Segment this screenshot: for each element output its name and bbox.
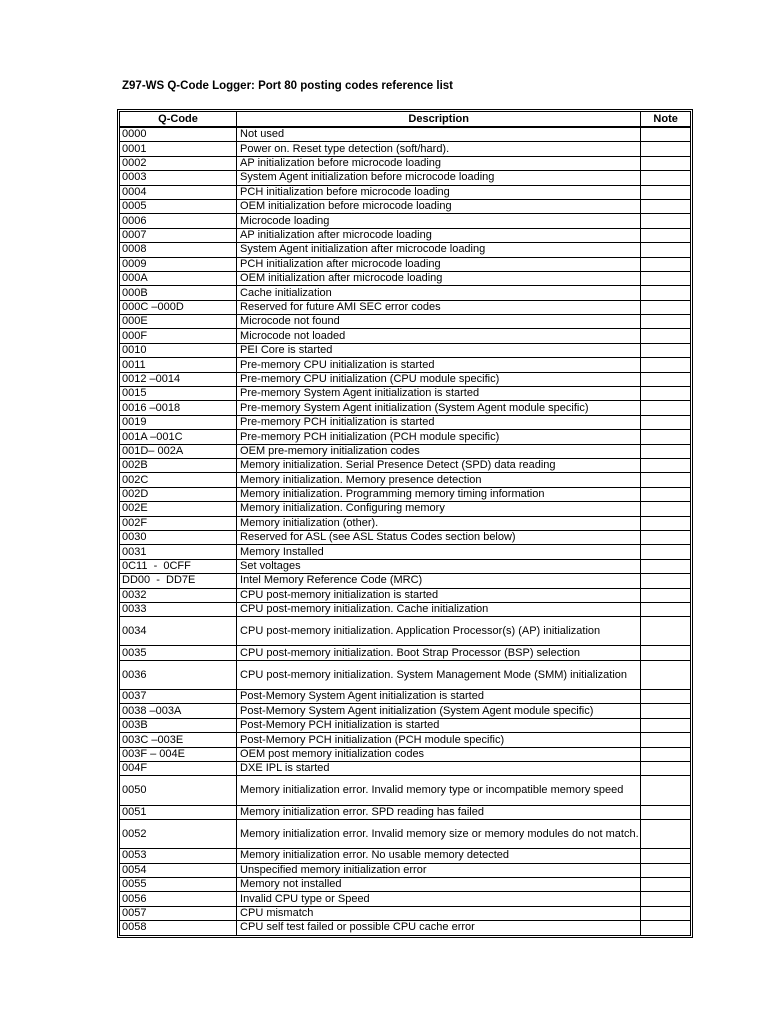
table-row [120,329,691,343]
description-cell: CPU post-memory initialization is started [237,588,641,602]
note-cell [641,300,691,314]
table-row [120,199,691,213]
code-cell: 004F [120,762,237,776]
note-cell [641,892,691,906]
code-cell: 001A –001C [120,430,237,444]
qcode-table-header [120,112,691,128]
code-cell: 0057 [120,906,237,920]
note-cell [641,171,691,185]
table-row [120,401,691,415]
note-cell [641,473,691,487]
note-cell [641,271,691,285]
note-cell [641,849,691,863]
code-cell: 000C –000D [120,300,237,314]
note-cell [641,127,691,142]
table-row [120,315,691,329]
table-row [120,718,691,732]
note-cell [641,660,691,689]
note-cell [641,315,691,329]
code-cell: 0052 [120,819,237,848]
table-row [120,487,691,501]
code-cell: 0037 [120,690,237,704]
note-cell [641,358,691,372]
description-cell: Set voltages [237,559,641,573]
description-cell: Memory initialization (other). [237,516,641,530]
code-cell: 003B [120,718,237,732]
code-cell: 0003 [120,171,237,185]
page-title: Z97-WS Q-Code Logger: Port 80 posting codes reference list [122,80,454,92]
description-cell: Pre-memory PCH initialization (PCH module specific) [237,430,641,444]
description-cell: PEI Core is started [237,343,641,357]
description-cell: Memory initialization. Memory presence detection [237,473,641,487]
table-row [120,602,691,616]
note-cell [641,588,691,602]
note-cell [641,704,691,718]
code-cell: 0009 [120,257,237,271]
description-cell: OEM post memory initialization codes [237,747,641,761]
description-cell: Memory initialization error. No usable memory detected [237,849,641,863]
note-cell [641,805,691,819]
description-cell: Power on. Reset type detection (soft/hard). [237,142,641,156]
code-cell: 0051 [120,805,237,819]
description-cell: CPU self test failed or possible CPU cache error [237,921,641,935]
code-cell: 0055 [120,877,237,891]
note-cell [641,776,691,805]
table-row [120,300,691,314]
note-cell [641,401,691,415]
column-header-qcode: Q-Code [120,112,237,128]
qcode-table [119,111,691,936]
note-cell [641,921,691,935]
note-cell [641,690,691,704]
note-cell [641,762,691,776]
description-cell: DXE IPL is started [237,762,641,776]
description-cell: OEM initialization after microcode loading [237,271,641,285]
note-cell [641,906,691,920]
note-cell [641,516,691,530]
table-row [120,877,691,891]
table-row [120,214,691,228]
note-cell [641,747,691,761]
note-cell [641,387,691,401]
description-cell: Not used [237,127,641,142]
description-cell: CPU post-memory initialization. Boot Strap Processor (BSP) selection [237,646,641,660]
description-cell: Microcode not loaded [237,329,641,343]
note-cell [641,214,691,228]
code-cell: 0011 [120,358,237,372]
table-row [120,228,691,242]
description-cell: CPU post-memory initialization. Application Processor(s) (AP) initialization [237,617,641,646]
note-cell [641,487,691,501]
description-cell: Pre-memory System Agent initialization (System Agent module specific) [237,401,641,415]
table-row [120,906,691,920]
code-cell: 003C –003E [120,733,237,747]
note-cell [641,574,691,588]
note-cell [641,430,691,444]
qcode-table-body [120,127,691,935]
code-cell: 0C11 - 0CFF [120,559,237,573]
code-cell: 0006 [120,214,237,228]
note-cell [641,602,691,616]
code-cell: 0054 [120,863,237,877]
code-cell: 0004 [120,185,237,199]
code-cell: 0053 [120,849,237,863]
description-cell: Post-Memory System Agent initialization is started [237,690,641,704]
code-cell: 002E [120,502,237,516]
code-cell: 001D– 002A [120,444,237,458]
code-cell: 0002 [120,156,237,170]
table-row [120,660,691,689]
description-cell: System Agent initialization before microcode loading [237,171,641,185]
description-cell: Post-Memory System Agent initialization (System Agent module specific) [237,704,641,718]
description-cell: Unspecified memory initialization error [237,863,641,877]
code-cell: 0007 [120,228,237,242]
description-cell: CPU mismatch [237,906,641,920]
table-row [120,516,691,530]
code-cell: 000E [120,315,237,329]
note-cell [641,559,691,573]
table-row [120,127,691,142]
table-row [120,430,691,444]
table-row [120,271,691,285]
description-cell: AP initialization before microcode loading [237,156,641,170]
note-cell [641,444,691,458]
description-cell: Pre-memory CPU initialization is started [237,358,641,372]
code-cell: 0012 –0014 [120,372,237,386]
code-cell: 000A [120,271,237,285]
note-cell [641,142,691,156]
code-cell: 0016 –0018 [120,401,237,415]
description-cell: CPU post-memory initialization. System Management Mode (SMM) initialization [237,660,641,689]
table-row [120,530,691,544]
table-row [120,545,691,559]
code-cell: 000F [120,329,237,343]
column-header-note: Note [641,112,691,128]
code-cell: 0015 [120,387,237,401]
description-cell: Post-Memory PCH initialization is started [237,718,641,732]
description-cell: Pre-memory PCH initialization is started [237,415,641,429]
note-cell [641,199,691,213]
table-row [120,559,691,573]
code-cell: 0058 [120,921,237,935]
description-cell: OEM initialization before microcode loading [237,199,641,213]
table-row [120,257,691,271]
description-cell: Memory initialization error. Invalid memory type or incompatible memory speed [237,776,641,805]
note-cell [641,877,691,891]
table-row [120,444,691,458]
description-cell: Memory initialization error. Invalid memory size or memory modules do not match. [237,819,641,848]
column-header-description: Description [237,112,641,128]
table-row [120,646,691,660]
note-cell [641,545,691,559]
code-cell: 0000 [120,127,237,142]
table-row [120,185,691,199]
description-cell: Microcode loading [237,214,641,228]
description-cell: System Agent initialization after microcode loading [237,243,641,257]
table-row [120,171,691,185]
note-cell [641,243,691,257]
description-cell: CPU post-memory initialization. Cache initialization [237,602,641,616]
note-cell [641,185,691,199]
note-cell [641,733,691,747]
table-row [120,387,691,401]
table-row [120,863,691,877]
code-cell: 002B [120,458,237,472]
table-row [120,502,691,516]
code-cell: DD00 - DD7E [120,574,237,588]
note-cell [641,458,691,472]
note-cell [641,329,691,343]
table-row [120,690,691,704]
code-cell: 0038 –003A [120,704,237,718]
code-cell: 003F – 004E [120,747,237,761]
code-cell: 002F [120,516,237,530]
code-cell: 0032 [120,588,237,602]
table-row [120,849,691,863]
description-cell: Memory not installed [237,877,641,891]
code-cell: 0005 [120,199,237,213]
table-row [120,819,691,848]
description-cell: Intel Memory Reference Code (MRC) [237,574,641,588]
code-cell: 0010 [120,343,237,357]
code-cell: 0034 [120,617,237,646]
description-cell: Reserved for future AMI SEC error codes [237,300,641,314]
table-row [120,415,691,429]
note-cell [641,863,691,877]
table-row [120,617,691,646]
note-cell [641,646,691,660]
code-cell: 0030 [120,530,237,544]
table-row [120,243,691,257]
code-cell: 0031 [120,545,237,559]
note-cell [641,286,691,300]
table-row [120,805,691,819]
note-cell [641,502,691,516]
table-row [120,574,691,588]
code-cell: 0036 [120,660,237,689]
table-row [120,921,691,935]
note-cell [641,372,691,386]
code-cell: 0056 [120,892,237,906]
description-cell: Memory initialization. Programming memory timing information [237,487,641,501]
table-row [120,142,691,156]
description-cell: Pre-memory System Agent initialization is started [237,387,641,401]
note-cell [641,343,691,357]
table-row [120,776,691,805]
description-cell: OEM pre-memory initialization codes [237,444,641,458]
description-cell: Reserved for ASL (see ASL Status Codes section below) [237,530,641,544]
description-cell: Post-Memory PCH initialization (PCH module specific) [237,733,641,747]
description-cell: PCH initialization after microcode loading [237,257,641,271]
table-row [120,588,691,602]
description-cell: Cache initialization [237,286,641,300]
table-row [120,892,691,906]
code-cell: 0033 [120,602,237,616]
code-cell: 0008 [120,243,237,257]
description-cell: AP initialization after microcode loading [237,228,641,242]
header-row [120,112,691,128]
description-cell: Pre-memory CPU initialization (CPU module specific) [237,372,641,386]
table-row [120,343,691,357]
description-cell: Memory initialization. Serial Presence Detect (SPD) data reading [237,458,641,472]
table-row [120,358,691,372]
table-row [120,156,691,170]
note-cell [641,617,691,646]
table-row [120,762,691,776]
description-cell: Invalid CPU type or Speed [237,892,641,906]
qcode-table-border [117,109,693,938]
table-row [120,747,691,761]
code-cell: 002C [120,473,237,487]
note-cell [641,718,691,732]
note-cell [641,228,691,242]
table-row [120,286,691,300]
note-cell [641,530,691,544]
description-cell: Memory initialization error. SPD reading has failed [237,805,641,819]
note-cell [641,819,691,848]
description-cell: Memory Installed [237,545,641,559]
table-row [120,458,691,472]
table-row [120,733,691,747]
note-cell [641,257,691,271]
table-row [120,473,691,487]
note-cell [641,415,691,429]
code-cell: 0035 [120,646,237,660]
description-cell: PCH initialization before microcode loading [237,185,641,199]
table-row [120,704,691,718]
code-cell: 000B [120,286,237,300]
code-cell: 0050 [120,776,237,805]
description-cell: Memory initialization. Configuring memory [237,502,641,516]
code-cell: 0001 [120,142,237,156]
code-cell: 0019 [120,415,237,429]
note-cell [641,156,691,170]
description-cell: Microcode not found [237,315,641,329]
code-cell: 002D [120,487,237,501]
table-row [120,372,691,386]
